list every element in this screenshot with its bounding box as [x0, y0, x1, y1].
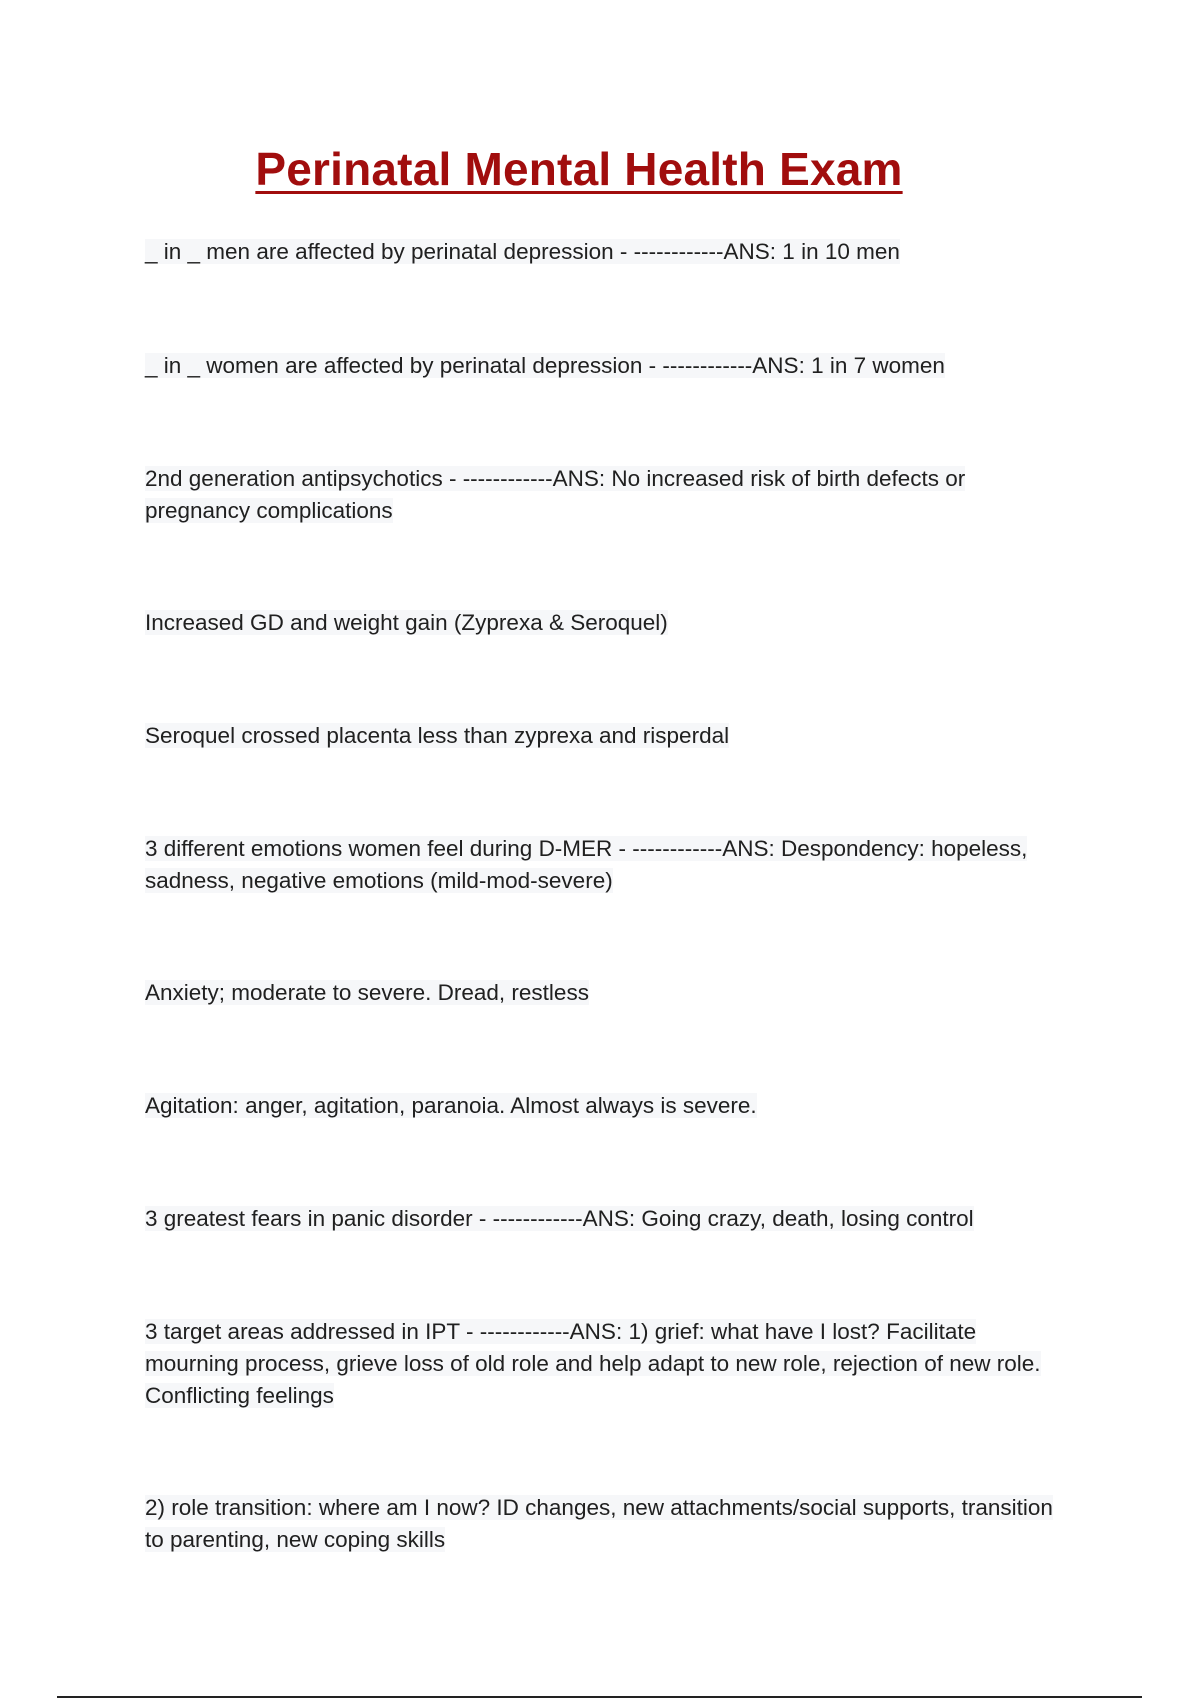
- qa-entry-dmer-emotions: 3 different emotions women feel during D-MER - ------------ANS: Despondency: hopeless, sadness, negative emotions (mild-mod-severe): [145, 836, 1028, 893]
- note-role-transition: 2) role transition: where am I now? ID changes, new attachments/social supports, transition to parenting, new coping skills: [145, 1495, 1053, 1552]
- note-seroquel-placenta: Seroquel crossed placenta less than zyprexa and risperdal: [145, 723, 730, 748]
- note-gd-weight-gain: Increased GD and weight gain (Zyprexa & Seroquel): [145, 610, 668, 635]
- qa-entry-women-ratio: _ in _ women are affected by perinatal depression - ------------ANS: 1 in 7 women: [145, 353, 945, 378]
- qa-entry-antipsychotics: 2nd generation antipsychotics - ------------ANS: No increased risk of birth defects or pregnancy complications: [145, 466, 966, 523]
- footer-divider: [57, 1696, 1142, 1698]
- note-agitation: Agitation: anger, agitation, paranoia. Almost always is severe.: [145, 1093, 757, 1118]
- qa-entry-men-ratio: _ in _ men are affected by perinatal depression - ------------ANS: 1 in 10 men: [145, 239, 900, 264]
- qa-entry-panic-fears: 3 greatest fears in panic disorder - ------------ANS: Going crazy, death, losing control: [145, 1206, 974, 1231]
- page-title: Perinatal Mental Health Exam: [255, 143, 903, 195]
- qa-entry-ipt-targets: 3 target areas addressed in IPT - ------------ANS: 1) grief: what have I lost? Facilitate mourning process, grieve loss of old role and help adapt to new role, rejection of new role. Conflicting feelings: [145, 1319, 1041, 1408]
- note-anxiety: Anxiety; moderate to severe. Dread, restless: [145, 980, 589, 1005]
